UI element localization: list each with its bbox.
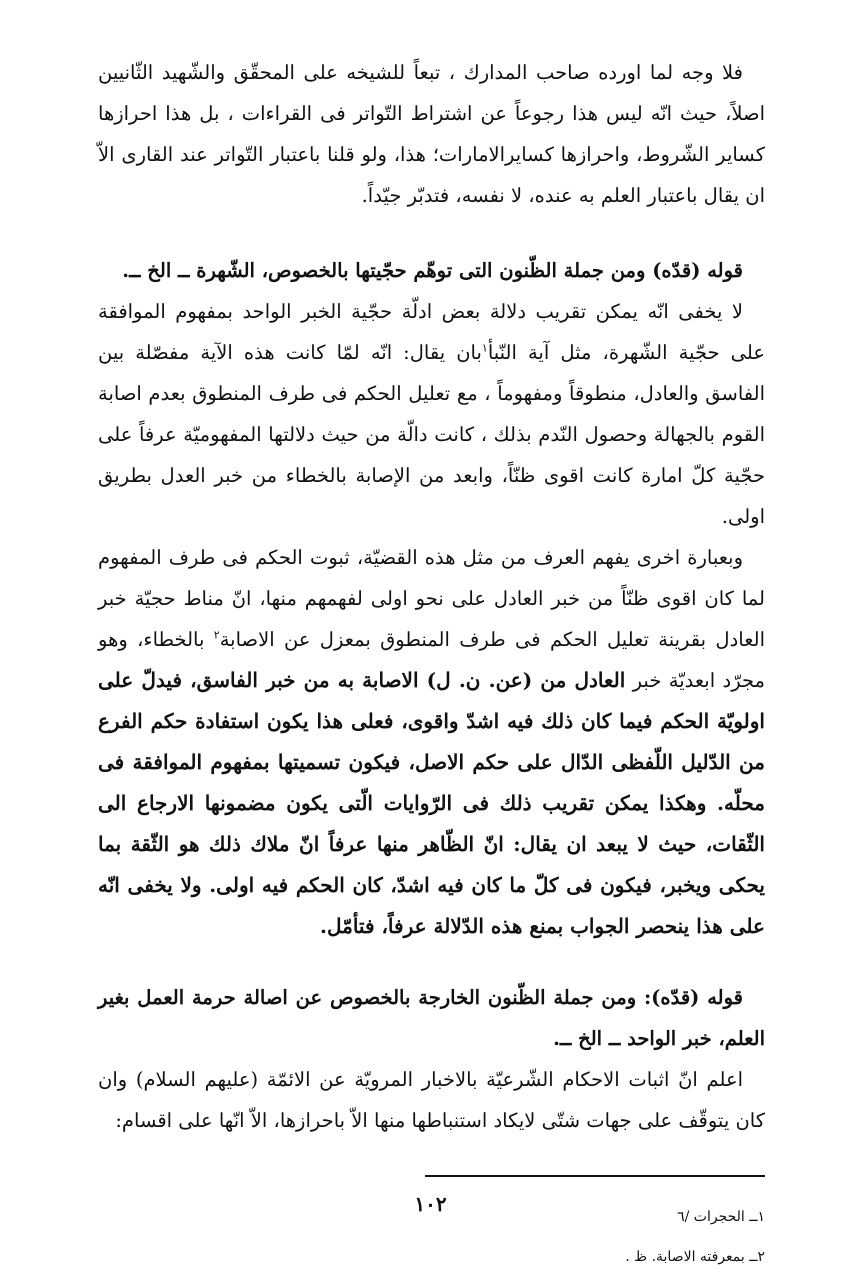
paragraph-3-part-b: بالخطاء، وهو مجرّد ابعديّة خبر <box>98 628 765 692</box>
footnote-1: ١ــ الحجرات /٦ <box>677 1209 765 1225</box>
spacer <box>98 216 765 250</box>
paragraph-2-part-b: بان يقال: انّه لمّا كانت هذه الآية مفصّلة بين الفاسق والعادل، منطوقاً ومفهوماً ، مع تعليل الحكم فى طرف المنطوق بعدم اصابة القوم بالجهالة وحصول النّدم بذلك ، كانت دالّة من حيث دلالتها المفهوميّة عرفاً على حجّية كلّ امارة كانت اقوى ظنّاً، وابعد من الإصابة بالخطاء من خبر العدل بطريق اولى. <box>98 341 765 528</box>
paragraph-3 <box>98 537 765 947</box>
footnote-divider <box>425 1175 765 1177</box>
paragraph-3-part-a: وبعبارة اخرى يفهم العرف من مثل هذه القضيّة، ثبوت الحكم فى طرف المفهوم لما كان اقوى ظنّاً من خبر العادل على نحو اولى لفهمهم منها، انّ مناط حجيّة خبر العادل بقرينة تعليل الحكم فى طرف المنطوق بمعزل عن الاصابة <box>98 546 765 651</box>
section-heading-1: قوله (قدّه) ومن جملة الظّنون التى توهّم حجّيتها بالخصوص، الشّهرة ــ الخ ــ. <box>122 259 743 282</box>
footnote-reference-1[interactable]: ١ <box>481 341 488 355</box>
paragraph-2-part-a: لا يخفى انّه يمكن تقريب دلالة بعض ادلّة حجّية الخبر الواحد بمفهوم الموافقة على حجّية الشّهرة، مثل آية النّبأ <box>98 300 765 364</box>
section-heading-2: قوله (قدّه): ومن جملة الظّنون الخارجة بالخصوص عن اصالة حرمة العمل بغير العلم، خبر الواحد ــ الخ ــ. <box>98 986 765 1050</box>
footnote-reference-2[interactable]: ٢ <box>213 628 220 642</box>
paragraph-1: فلا وجه لما اورده صاحب المدارك ، تبعاً للشيخه على المحقّق والشّهيد الثّانيين اصلاً، حيث انّه ليس هذا رجوعاً عن اشتراط التّواتر فى القراءات ، بل هذا احرازها كساير الشّروط، واحرازها كسايرالامارات؛ هذا، ولو قلنا باعتبار التّواتر عند القارى الاّ ان يقال باعتبار العلم به عنده، لا نفسه، فتدبّر جيّداً. <box>98 61 765 207</box>
paragraph-3-bold-part: العادل من (عن. ن. ل) الاصابة به من خبر الفاسق، فيدلّ على اولويّة الحكم فيما كان ذلك فيه اشدّ واقوى، فعلى هذا يكون استفادة حكم الفرع من الدّليل اللّفظى الدّال على حكم الاصل، فيكون تسميتها بمفهوم الموافقة فى محلّه. وهكذا يمكن تقريب ذلك فى الرّوايات الّتى يكون مضمونها الارجاع الى الثّقات، حيث لا يبعد ان يقال: انّ الظّاهر منها عرفاً انّ ملاك ذلك هو الثّقة بما يحكى ويخبر، فيكون فى كلّ ما كان فيه اشدّ، كان الحكم فيه اولى. ولا يخفى انّه على هذا ينحصر الجواب بمنع هذه الدّلالة عرفاً، فتأمّل. <box>98 668 765 938</box>
paragraph-4: اعلم انّ اثبات الاحكام الشّرعيّة بالاخبار المرويّة عن الائمّة (عليهم السلام) وان كان يتوقّف على جهات شتّى لايكاد استنباطها منها الاّ باحرازها، الاّ انّها على اقسام: <box>98 1068 765 1132</box>
spacer <box>98 947 765 977</box>
paragraph-2 <box>98 291 765 537</box>
footnote-2: ٢ــ بمعرفته الاصابة. ظ . <box>625 1249 765 1265</box>
page-number: ١٠٢ <box>414 1192 447 1216</box>
